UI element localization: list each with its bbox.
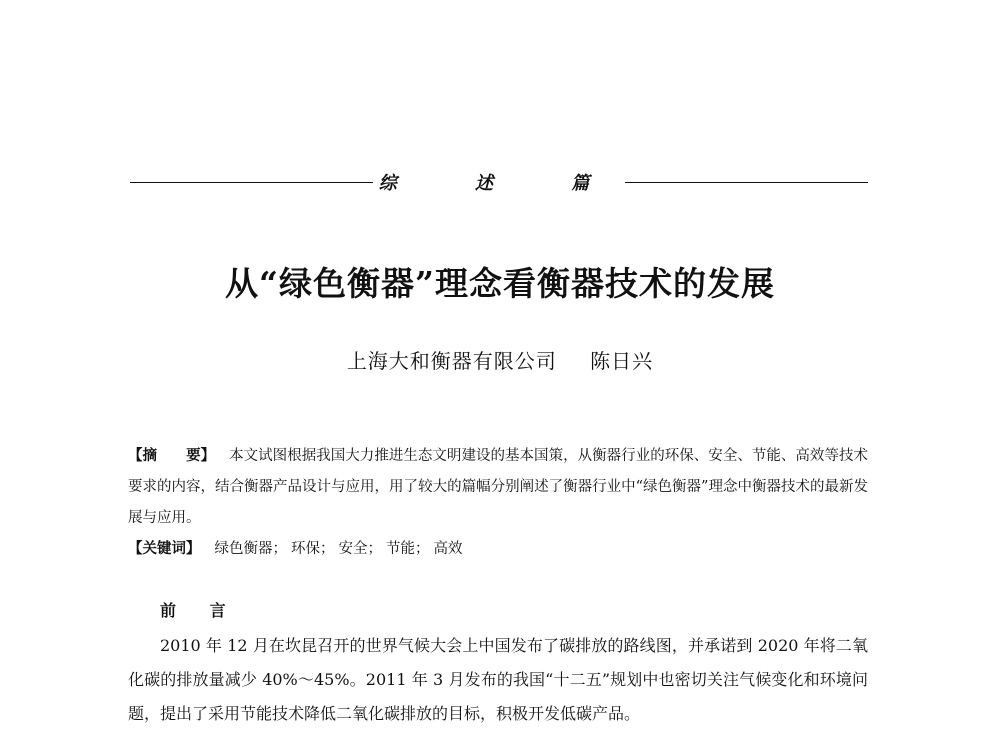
keyword-item: 环保； — [291, 541, 335, 557]
keyword-item: 高效 — [433, 541, 463, 557]
section-divider — [130, 170, 868, 194]
foreword-body — [128, 629, 868, 723]
foreword-heading: 前 言 — [160, 601, 240, 620]
keywords-line — [128, 534, 868, 565]
article-title: 从“绿色衡器”理念看衡器技术的发展 — [225, 264, 775, 303]
divider-line-left — [130, 182, 373, 183]
author-organization: 上海大和衡器有限公司 — [346, 349, 557, 373]
keyword-item: 节能； — [386, 541, 430, 557]
abstract-tag: 【摘 要】 — [128, 448, 216, 464]
author-line — [0, 345, 1000, 374]
foreword-paragraph: 2010 年 12 月在坎昆召开的世界气候大会上中国发布了碳排放的路线图，并承诺到 2020 年将二氧化碳的排放量减少 40%～45%。2011 年 3 月发布的我国“十二五”规划中也密切关注气候变化和环境问题，提出了采用节能技术降低二氧化碳排放的目标，积极开发低碳产品。 — [128, 636, 868, 723]
keyword-item: 绿色衡器； — [214, 541, 287, 557]
author-name: 陈日兴 — [590, 349, 654, 373]
keyword-item: 安全； — [338, 541, 382, 557]
abstract-block — [128, 441, 868, 565]
divider-line-right — [625, 182, 868, 183]
section-label: 综 述 篇 — [378, 173, 626, 194]
abstract-paragraph — [128, 441, 868, 534]
abstract-text: 本文试图根据我国大力推进生态文明建设的基本国策，从衡器行业的环保、安全、节能、高效等技术要求的内容，结合衡器产品设计与应用，用了较大的篇幅分别阐述了衡器行业中“绿色衡器”理念中衡器技术的最新发展与应用。 — [128, 448, 868, 526]
keywords-tag: 【关键词】 — [128, 541, 201, 557]
